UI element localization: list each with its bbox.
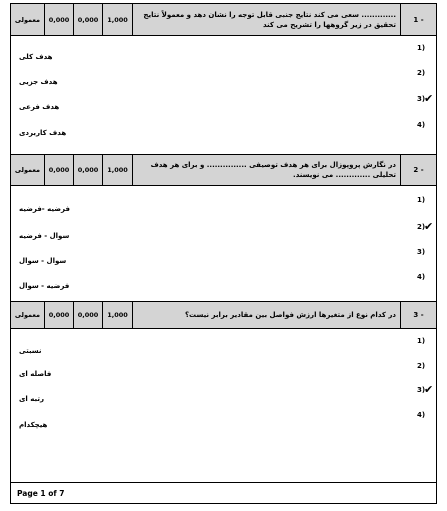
question-3 [11, 301, 436, 429]
score-value-1: 0,000 [45, 302, 74, 328]
question-text: ............. سعی می کند نتایج جنبی قابل توجه را نشان دهد و معمولاً نتایج تحقیق در زیر گروهها را تشریح می کند [133, 4, 401, 35]
option-text: فرضیه - سوال [19, 282, 70, 290]
option-text: هدف کاربردی [19, 129, 67, 137]
option-text: رتبه ای [19, 395, 45, 403]
option-text: هدف کلی [19, 53, 53, 61]
option-number: 2) [417, 223, 426, 231]
score-value-2: 0,000 [74, 155, 103, 185]
question-type: معمولی [11, 302, 45, 328]
score-value-1: 0,000 [45, 155, 74, 185]
exam-sheet [10, 3, 437, 504]
page-footer [11, 482, 436, 504]
option-text: سوال - سوال [19, 257, 67, 265]
score-value-3: 1,000 [103, 4, 133, 35]
score-value-2: 0,000 [74, 4, 103, 35]
option-number: 4) [417, 121, 426, 129]
check-icon: ✔ [424, 92, 434, 105]
option-text: هیچکدام [19, 421, 48, 429]
question-text: در نگارش پروپوزال برای هر هدف توصیفی ............... و برای هر هدف تحلیلی ............. می نویسند. [133, 155, 401, 185]
option-number: 3) [417, 386, 426, 394]
page-indicator: Page 1 of 7 [17, 489, 65, 498]
option-number: 3) [417, 248, 426, 256]
question-header [11, 4, 436, 36]
score-value-3: 1,000 [103, 155, 133, 185]
question-number: 2 - [413, 166, 424, 174]
option-text: هدف جزیی [19, 78, 58, 86]
question-2 [11, 154, 436, 290]
question-type: معمولی [11, 4, 45, 35]
question-type: معمولی [11, 155, 45, 185]
option-text: سوال - فرضیه [19, 232, 70, 240]
score-value-3: 1,000 [103, 302, 133, 328]
question-number: 3 - [413, 311, 424, 319]
option-number: 4) [417, 411, 426, 419]
option-text: نسبتی [19, 347, 42, 355]
question-header [11, 301, 436, 329]
question-number: 1 - [413, 15, 424, 24]
check-icon: ✔ [424, 220, 434, 233]
option-number: 2) [417, 362, 426, 370]
option-text: فرضیه -فرضیه [19, 205, 70, 213]
option-number: 1) [417, 44, 426, 52]
check-icon: ✔ [424, 383, 434, 396]
question-text: در کدام نوع از متغیرها ارزش فواصل بین مقادیر برابر نیست؟ [133, 302, 401, 328]
option-number: 4) [417, 273, 426, 281]
question-1 [11, 4, 436, 137]
option-text: فاصله ای [19, 370, 52, 378]
question-header [11, 154, 436, 186]
option-number: 3) [417, 95, 426, 103]
option-number: 1) [417, 337, 426, 345]
score-value-1: 0,000 [45, 4, 74, 35]
option-number: 1) [417, 196, 426, 204]
option-text: هدف فرعی [19, 103, 60, 111]
option-number: 2) [417, 69, 426, 77]
score-value-2: 0,000 [74, 302, 103, 328]
